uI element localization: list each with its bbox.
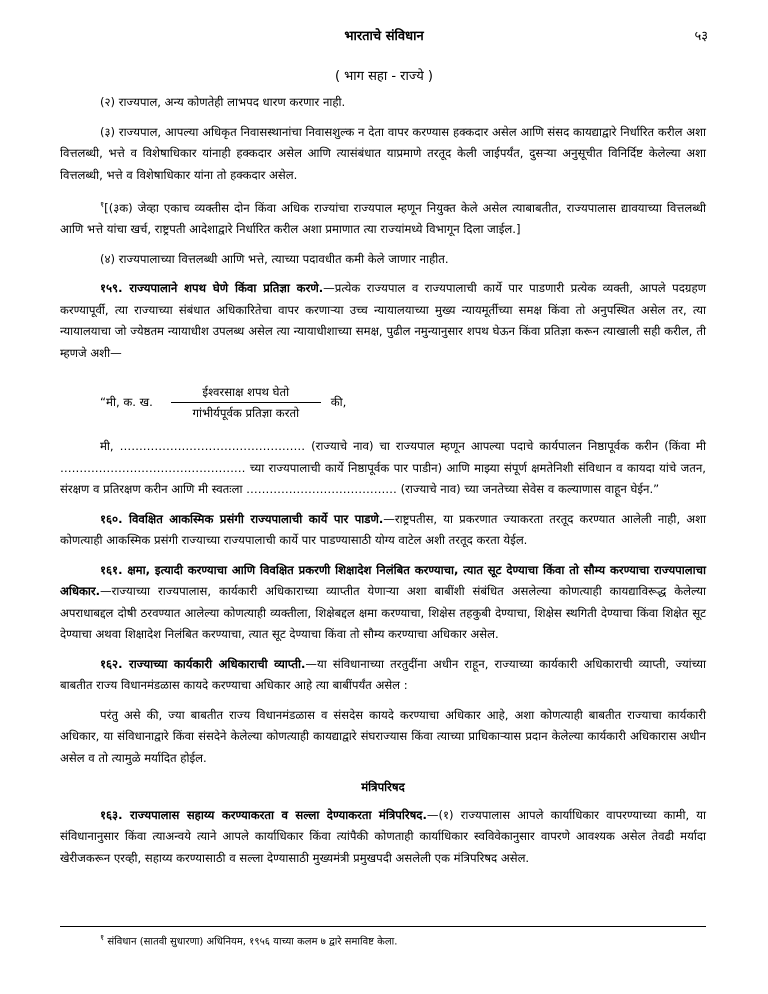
part-heading: ( भाग सहा - राज्ये ) xyxy=(334,69,434,84)
article-163-body: —(१) राज्यपालास आपले कार्याधिकार वापरण्याच्या कामी, या संविधानानुसार किंवा त्याअन्वये त्याने आपले कार्याधिकार किंवा त्यांपैकी कोणताही कार्याधिकार स्वविवेकानुसार वापरणे आवश्यक असेल तेवढी मर्यादा खेरीजकरून एरव्ही, सहाय्य करण्यासाठी व सल्ला देण्यासाठी मुख्यमंत्री प्रमुखपदी असलेली एक मंत्रिपरिषद असेल. xyxy=(60,807,706,865)
oath-option-affirm: गांभीर्यपूर्वक प्रतिज्ञा करतो xyxy=(192,405,300,420)
article-163 xyxy=(60,805,706,870)
article-162-proviso: परंतु असे की, ज्या बाबतीत राज्य विधानमंडळास व संसदेस कायदे करण्याचा अधिकार आहे, अशा कोणत्याही बाबतीत राज्याचा कार्यकारी अधिकार, या संविधानाद्वारे किंवा संसदेने केलेल्या कोणत्याही कायद्याद्वारे संघराज्यास किंवा त्याच्या प्राधिकाऱ्यास प्रदान केलेल्या कार्यकारी अधिकारास अधीन असेल व तो त्यामुळे मर्यादित होईल. xyxy=(60,707,706,765)
footnote-ref: १ xyxy=(100,200,105,209)
article-162 xyxy=(60,654,706,697)
footnote-mark: १ xyxy=(100,933,105,942)
article-160 xyxy=(60,509,706,552)
running-title: भारताचे संविधान xyxy=(344,29,424,44)
article-161-body: —राज्याच्या राज्यपालास, कार्यकारी अधिकाराच्या व्याप्तीत येणाऱ्या अशा बाबींशी संबंधित असलेल्या कोणत्याही कायद्याविरूद्ध केलेल्या अपराधाबद्दल दोषी ठरवण्यात आलेल्या कोणत्याही व्यक्तीला, शिक्षेबद्दल क्षमा करण्याचा, शिक्षेस तहकुबी देण्याचा, शिक्षेस स्थगिती देण्याचा किंवा शिक्षेत सूट देण्याचा अथवा शिक्षादेश निलंबित करण्याचा, त्यात सूट देण्याचा किंवा तो सौम्य करण्याचा अधिकार असेल. xyxy=(60,584,706,642)
footnote-text: संविधान (सातवी सुधारणा) अधिनियम, १९५६ याच्या कलम ७ द्वारे समाविष्ट केला. xyxy=(107,936,398,948)
oath-option-swear: ईश्वरसाक्ष शपथ घेतो xyxy=(171,382,321,403)
article-163-heading: १६३. राज्यपालास सहाय्य करण्याकरता व सल्ला देण्याकरता मंत्रिपरिषद. xyxy=(100,807,427,822)
article-159 xyxy=(60,278,706,364)
article-162-heading: १६२. राज्याच्या कार्यकारी अधिकाराची व्याप्ती. xyxy=(100,656,306,671)
body-text xyxy=(60,92,706,877)
article-162-body: —या संविधानाच्या तरतुदींना अधीन राहून, राज्याच्या कार्यकारी अधिकाराची व्याप्ती, ज्यांच्या बाबतीत राज्य विधानमंडळास कायदे करण्याचा अधिकार आहे त्या बाबींपर्यंत असेल : xyxy=(60,656,706,693)
council-heading: मंत्रिपरिषद xyxy=(361,780,405,795)
oath-form xyxy=(100,380,706,424)
article-160-body: —राष्ट्रपतीस, या प्रकरणात ज्याकरता तरतूद करण्यात आलेली नाही, अशा कोणत्याही आकस्मिक प्रसंगी राज्याच्या राज्यपालाची कार्ये पार पाडण्यासाठी योग्य वाटेल अशी तरतूद करता येईल. xyxy=(60,511,707,548)
clause-3a xyxy=(60,194,706,241)
clause-2: (२) राज्यपाल, अन्य कोणतेही लाभपद धारण करणार नाही. xyxy=(100,95,346,109)
article-160-heading: १६०. विवक्षित आकस्मिक प्रसंगी राज्यपालाची कार्ये पार पाडणे. xyxy=(100,511,384,526)
oath-choice xyxy=(171,382,321,423)
oath-lead: “मी, क. ख. xyxy=(100,394,153,409)
article-161 xyxy=(60,560,706,646)
footnote-divider xyxy=(60,926,706,927)
clause-3: (३) राज्यपाल, आपल्या अधिकृत निवासस्थानांचा निवासशुल्क न देता वापर करण्यास हक्कदार असेल आणि संसद कायद्याद्वारे निर्धारित करील अशा वित्तलब्धी, भत्ते व विशेषाधिकार यांनाही हक्कदार असेल आणि त्यासंबंधात याप्रमाणे तरतूद केली जाईपर्यंत, दुसऱ्या अनुसूचीत विनिर्दिष्ट केलेल्या अशा वित्तलब्धी, भत्ते व विशेषाधिकार यांना तो हक्कदार असेल. xyxy=(60,124,706,182)
clause-3a-text: [(३क) जेव्हा एकाच व्यक्तीस दोन किंवा अधिक राज्यांचा राज्यपाल म्हणून नियुक्त केले असेल त्याबाबतीत, राज्यपालास द्यावयाच्या वित्तलब्धी आणि भत्ते यांचा खर्च, राष्ट्रपती आदेशाद्वारे निर्धारित करील अशा प्रमाणात त्या राज्यांमध्ये विभागून दिला जाईल.] xyxy=(60,200,706,237)
footnote xyxy=(100,932,397,947)
oath-tail: की, xyxy=(330,394,347,409)
clause-4: (४) राज्यपालाच्या वित्तलब्धी आणि भत्ते, त्याच्या पदावधीत कमी केले जाणार नाहीत. xyxy=(100,251,449,266)
article-159-heading: १५९. राज्यपालाने शपथ घेणे किंवा प्रतिज्ञा करणे. xyxy=(100,281,324,296)
article-161-heading: १६१. क्षमा, इत्यादी करण्याचा आणि विवक्षित प्रकरणी शिक्षादेश निलंबित करण्याचा, त्यात सूट देण्याचा किंवा तो सौम्य करण्याचा राज्यपालाचा अधिकार. xyxy=(60,562,706,599)
oath-text: मी, ………………………………………… (राज्याचे नाव) चा राज्यपाल म्हणून आपल्या पदाचे कार्यपालन निष्ठापूर्वक करीन (किंवा मी ………………………………………… च्या राज्यपालाची कार्ये निष्ठापूर्वक पार पाडीन) आणि माझ्या संपूर्ण क्षमतेनिशी संविधान व कायदा यांचे जतन, संरक्षण व प्रतिरक्षण करीन आणि मी स्वतःला ………………………………… (राज्याचे नाव) च्या जनतेच्या सेवेस व कल्याणास वाहून घेईन.” xyxy=(60,439,706,497)
article-159-body: —प्रत्येक राज्यपाल व राज्यपालाची कार्ये पार पाडणारी प्रत्येक व्यक्ती, आपले पदग्रहण करण्यापूर्वी, त्या राज्याच्या संबंधात अधिकारितेचा वापर करणाऱ्या उच्च न्यायालयाच्या मुख्य न्यायमूर्तीच्या समक्ष किंवा तो अनुपस्थित असेल तर, त्या न्यायालयाचा जो ज्येष्ठतम न्यायाधीश उपलब्ध असेल त्या न्यायाधीशाच्या समक्ष, पुढील नमुन्यानुसार शपथ घेऊन किंवा प्रतिज्ञा करून त्याखाली सही करील, ती म्हणजे अशी— xyxy=(60,281,706,360)
page-number: ५३ xyxy=(694,29,708,44)
